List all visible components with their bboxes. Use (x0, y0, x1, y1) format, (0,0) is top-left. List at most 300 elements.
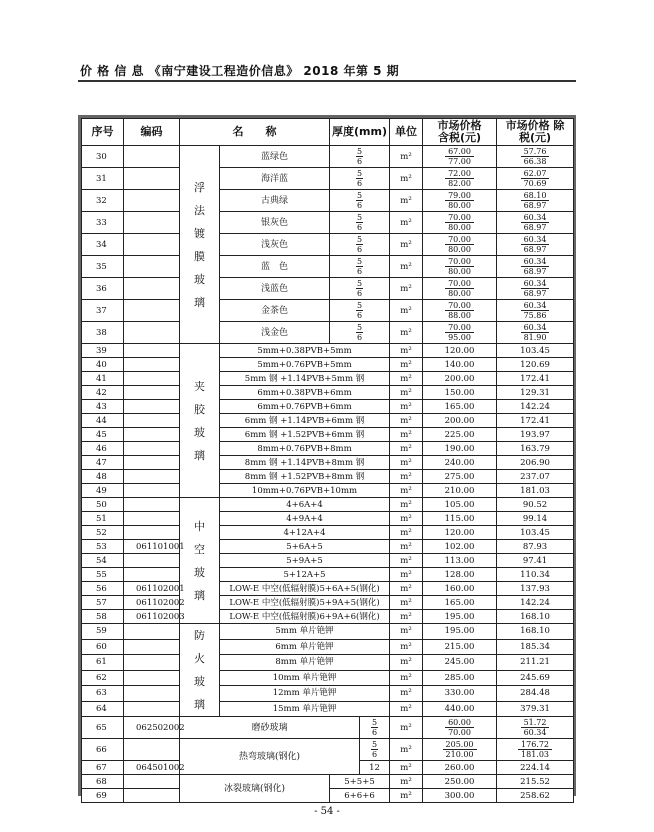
row-tax-incl: 260.00 (423, 761, 497, 775)
row-code (124, 498, 180, 512)
row-unit: m² (390, 256, 423, 278)
row-thickness (330, 190, 390, 212)
row-tax-excl (497, 256, 574, 278)
price-table (81, 118, 574, 803)
row-tax-incl: 120.00 (423, 344, 497, 358)
thickness-pair: $\frac{5}{6}$ (356, 300, 363, 320)
row-no: 42 (82, 386, 124, 400)
row-tax-incl: 210.00 (423, 484, 497, 498)
row-tax-incl: 140.00 (423, 358, 497, 372)
row-no: 45 (82, 428, 124, 442)
table-row (82, 717, 574, 739)
row-tax-incl (423, 739, 497, 761)
price-pair: $\frac{51.72}{60.34}$ (521, 718, 550, 737)
row-unit: m² (390, 775, 423, 789)
group-hollow (180, 498, 220, 624)
thickness-pair: $\frac{5}{6}$ (356, 322, 363, 342)
row-unit: m² (390, 234, 423, 256)
row-tax-incl (423, 146, 497, 168)
row-name: 5+12A+5 (220, 568, 390, 582)
table-row (82, 414, 574, 428)
row-unit: m² (390, 639, 423, 655)
row-tax-excl (497, 322, 574, 344)
row-code (124, 234, 180, 256)
row-unit: m² (390, 190, 423, 212)
row-no: 53 (82, 540, 124, 554)
row-unit: m² (390, 414, 423, 428)
row-unit: m² (390, 655, 423, 671)
row-tax-excl: 237.07 (497, 470, 574, 484)
row-no: 49 (82, 484, 124, 498)
row-tax-excl: 87.93 (497, 540, 574, 554)
thickness-pair: $\frac{5}{6}$ (356, 278, 363, 298)
table-row (82, 512, 574, 526)
row-tax-excl: 137.93 (497, 582, 574, 596)
row-unit: m² (390, 300, 423, 322)
row-unit: m² (390, 146, 423, 168)
row-tax-incl (423, 256, 497, 278)
row-tax-incl (423, 322, 497, 344)
row-tax-incl: 200.00 (423, 414, 497, 428)
row-tax-excl: 284.48 (497, 686, 574, 702)
row-unit: m² (390, 761, 423, 775)
row-code (124, 456, 180, 470)
row-name: 6mm+0.38PVB+6mm (220, 386, 390, 400)
row-tax-excl (497, 717, 574, 739)
row-tax-excl (497, 168, 574, 190)
row-code (124, 568, 180, 582)
row-unit: m² (390, 456, 423, 470)
group-ice-crack: 冰裂玻璃(钢化) (180, 775, 330, 803)
row-no: 41 (82, 372, 124, 386)
row-no: 31 (82, 168, 124, 190)
thickness-pair: $\frac{5}{6}$ (356, 212, 363, 232)
row-no: 68 (82, 775, 124, 789)
row-no: 51 (82, 512, 124, 526)
row-code (124, 414, 180, 428)
table-row (82, 190, 574, 212)
row-tax-excl (497, 190, 574, 212)
row-unit: m² (390, 717, 423, 739)
row-thickness (330, 322, 390, 344)
row-no: 37 (82, 300, 124, 322)
row-tax-excl: 181.03 (497, 484, 574, 498)
table-row (82, 322, 574, 344)
row-no: 30 (82, 146, 124, 168)
row-name: 热弯玻璃(钢化) (180, 739, 360, 775)
page-header: 价 格 信 息 《南宁建设工程造价信息》 2018 年第 5 期 (80, 64, 400, 78)
row-tax-excl: 172.41 (497, 372, 574, 386)
group-float-coated (180, 146, 220, 344)
price-pair: $\frac{68.10}{68.97}$ (521, 191, 550, 210)
row-no: 39 (82, 344, 124, 358)
row-name: 15mm 单片铯钾 (220, 701, 390, 717)
row-code (124, 300, 180, 322)
row-no: 64 (82, 701, 124, 717)
group-laminated (180, 344, 220, 498)
row-unit: m² (390, 568, 423, 582)
row-code: 064501002 (124, 761, 180, 775)
row-no: 61 (82, 655, 124, 671)
price-pair: $\frac{60.34}{81.90}$ (521, 323, 550, 342)
row-no: 54 (82, 554, 124, 568)
price-pair: $\frac{57.76}{66.38}$ (521, 147, 550, 166)
row-tax-excl (497, 212, 574, 234)
row-tax-incl (423, 234, 497, 256)
table-row (82, 470, 574, 484)
row-code (124, 400, 180, 414)
row-name: 12mm 单片铯钾 (220, 686, 390, 702)
table-row (82, 655, 574, 671)
row-name: 银灰色 (220, 212, 330, 234)
row-thickness (330, 234, 390, 256)
table-row (82, 344, 574, 358)
row-no: 48 (82, 470, 124, 484)
row-code: 061102001 (124, 582, 180, 596)
col-tax-excl: 市场价格 除税(元) (497, 119, 574, 146)
thickness-pair: $\frac{5}{6}$ (356, 146, 363, 166)
price-pair: $\frac{60.00}{70.00}$ (445, 718, 474, 737)
row-no: 50 (82, 498, 124, 512)
row-tax-incl: 225.00 (423, 428, 497, 442)
group-label: 夹 胶 玻 璃 (194, 379, 205, 462)
row-code (124, 484, 180, 498)
row-name: 浅蓝色 (220, 278, 330, 300)
row-code (124, 470, 180, 484)
row-unit: m² (390, 701, 423, 717)
row-no: 59 (82, 624, 124, 640)
row-tax-incl: 120.00 (423, 526, 497, 540)
row-tax-excl: 224.14 (497, 761, 574, 775)
row-no: 36 (82, 278, 124, 300)
row-no: 38 (82, 322, 124, 344)
price-pair: $\frac{70.00}{80.00}$ (445, 257, 474, 276)
row-no: 66 (82, 739, 124, 761)
row-tax-excl (497, 146, 574, 168)
row-tax-excl: 258.62 (497, 789, 574, 803)
row-code (124, 146, 180, 168)
row-code (124, 344, 180, 358)
row-unit: m² (390, 596, 423, 610)
row-tax-excl: 172.41 (497, 414, 574, 428)
row-tax-excl: 168.10 (497, 610, 574, 624)
row-unit: m² (390, 168, 423, 190)
table-row (82, 400, 574, 414)
header-rule (78, 80, 576, 82)
row-unit: m² (390, 322, 423, 344)
row-tax-incl: 275.00 (423, 470, 497, 484)
row-tax-incl: 200.00 (423, 372, 497, 386)
row-unit: m² (390, 624, 423, 640)
row-code: 061101001 (124, 540, 180, 554)
table-row (82, 300, 574, 322)
row-no: 40 (82, 358, 124, 372)
row-code (124, 639, 180, 655)
row-name: 5mm 单片铯钾 (220, 624, 390, 640)
row-unit: m² (390, 442, 423, 456)
table-row (82, 639, 574, 655)
group-label: 中 空 玻 璃 (194, 519, 205, 602)
row-no: 47 (82, 456, 124, 470)
price-pair: $\frac{60.34}{75.86}$ (521, 301, 550, 320)
row-name: LOW-E 中空(低辐射膜)5+9A+5(钢化) (220, 596, 390, 610)
row-no: 69 (82, 789, 124, 803)
row-no: 46 (82, 442, 124, 456)
thickness-pair: $\frac{5}{6}$ (356, 256, 363, 276)
row-unit: m² (390, 512, 423, 526)
row-unit: m² (390, 428, 423, 442)
row-tax-incl: 113.00 (423, 554, 497, 568)
table-row (82, 212, 574, 234)
price-pair: $\frac{62.07}{70.69}$ (521, 169, 550, 188)
row-no: 44 (82, 414, 124, 428)
col-unit: 单位 (390, 119, 423, 146)
table-row (82, 234, 574, 256)
row-tax-excl (497, 739, 574, 761)
col-tax-incl: 市场价格 含税(元) (423, 119, 497, 146)
row-tax-excl: 185.34 (497, 639, 574, 655)
row-tax-incl: 215.00 (423, 639, 497, 655)
row-no: 32 (82, 190, 124, 212)
row-tax-excl: 168.10 (497, 624, 574, 640)
row-no: 43 (82, 400, 124, 414)
row-name: 浅灰色 (220, 234, 330, 256)
row-code (124, 701, 180, 717)
row-unit: m² (390, 470, 423, 484)
row-name: 8mm+0.76PVB+8mm (220, 442, 390, 456)
row-tax-excl (497, 300, 574, 322)
price-pair: $\frac{70.00}{88.00}$ (445, 301, 474, 320)
table-row (82, 582, 574, 596)
table-row (82, 554, 574, 568)
row-no: 65 (82, 717, 124, 739)
table-row (82, 775, 574, 789)
row-no: 67 (82, 761, 124, 775)
row-no: 52 (82, 526, 124, 540)
price-pair: $\frac{60.34}{68.97}$ (521, 257, 550, 276)
row-tax-excl: 245.69 (497, 670, 574, 686)
table-row (82, 540, 574, 554)
row-name: 5mm+0.76PVB+5mm (220, 358, 390, 372)
row-no: 34 (82, 234, 124, 256)
price-pair: $\frac{70.00}{95.00}$ (445, 323, 474, 342)
row-no: 57 (82, 596, 124, 610)
thickness-pair: $\frac{5}{6}$ (371, 717, 378, 737)
col-code: 编码 (124, 119, 180, 146)
row-code (124, 526, 180, 540)
table-row (82, 358, 574, 372)
row-name: 5mm+0.38PVB+5mm (220, 344, 390, 358)
row-code (124, 789, 180, 803)
row-unit: m² (390, 610, 423, 624)
row-code (124, 428, 180, 442)
row-name: LOW-E 中空(低辐射膜)5+6A+5(钢化) (220, 582, 390, 596)
table-row (82, 498, 574, 512)
row-code: 061102002 (124, 596, 180, 610)
row-name: 4+6A+4 (220, 498, 390, 512)
row-unit: m² (390, 554, 423, 568)
row-thickness (330, 212, 390, 234)
row-tax-excl: 193.97 (497, 428, 574, 442)
row-code (124, 775, 180, 789)
row-name: 海洋蓝 (220, 168, 330, 190)
table-row (82, 526, 574, 540)
price-pair: $\frac{60.34}{68.97}$ (521, 213, 550, 232)
row-thickness (330, 168, 390, 190)
row-tax-excl: 211.21 (497, 655, 574, 671)
row-unit: m² (390, 484, 423, 498)
row-tax-excl: 99.14 (497, 512, 574, 526)
row-tax-incl: 102.00 (423, 540, 497, 554)
row-tax-incl (423, 717, 497, 739)
row-name: 5+6A+5 (220, 540, 390, 554)
row-tax-incl (423, 212, 497, 234)
row-spec: 6+6+6 (330, 789, 390, 803)
row-no: 62 (82, 670, 124, 686)
header-row (82, 119, 574, 146)
row-code (124, 278, 180, 300)
price-pair: $\frac{60.34}{68.97}$ (521, 279, 550, 298)
row-tax-incl (423, 300, 497, 322)
thickness-pair: $\frac{5}{6}$ (356, 168, 363, 188)
row-no: 35 (82, 256, 124, 278)
row-code (124, 624, 180, 640)
row-code (124, 670, 180, 686)
group-label: 防 火 玻 璃 (194, 629, 205, 711)
row-no: 58 (82, 610, 124, 624)
row-tax-excl: 103.45 (497, 344, 574, 358)
row-code (124, 442, 180, 456)
row-tax-incl: 105.00 (423, 498, 497, 512)
row-tax-excl: 163.79 (497, 442, 574, 456)
row-tax-excl (497, 278, 574, 300)
row-tax-incl (423, 278, 497, 300)
thickness-pair: $\frac{5}{6}$ (356, 190, 363, 210)
table-row (82, 428, 574, 442)
row-spec: 5+5+5 (330, 775, 390, 789)
row-tax-incl: 250.00 (423, 775, 497, 789)
row-tax-incl: 195.00 (423, 610, 497, 624)
row-tax-incl: 115.00 (423, 512, 497, 526)
row-code (124, 212, 180, 234)
row-code: 062502002 (124, 717, 180, 739)
row-unit: m² (390, 212, 423, 234)
thickness-pair: $\frac{5}{6}$ (356, 234, 363, 254)
table-row (82, 168, 574, 190)
group-fireproof (180, 624, 220, 717)
row-name: 5mm 钢 +1.14PVB+5mm 钢 (220, 372, 390, 386)
table-row (82, 484, 574, 498)
table-row (82, 146, 574, 168)
row-name: 浅金色 (220, 322, 330, 344)
row-unit: m² (390, 526, 423, 540)
row-tax-excl: 142.24 (497, 596, 574, 610)
row-tax-excl: 206.90 (497, 456, 574, 470)
row-unit: m² (390, 400, 423, 414)
row-tax-incl: 330.00 (423, 686, 497, 702)
row-thickness: 12 (360, 761, 390, 775)
row-name: 4+9A+4 (220, 512, 390, 526)
col-no: 序号 (82, 119, 124, 146)
row-tax-incl: 128.00 (423, 568, 497, 582)
row-no: 33 (82, 212, 124, 234)
row-code (124, 554, 180, 568)
row-no: 60 (82, 639, 124, 655)
row-name: 6mm 钢 +1.52PVB+6mm 钢 (220, 428, 390, 442)
table-row (82, 278, 574, 300)
row-name: 古典绿 (220, 190, 330, 212)
row-tax-incl: 160.00 (423, 582, 497, 596)
row-unit: m² (390, 686, 423, 702)
row-tax-excl: 97.41 (497, 554, 574, 568)
row-name: 6mm 单片铯钾 (220, 639, 390, 655)
row-code (124, 739, 180, 761)
row-tax-excl: 142.24 (497, 400, 574, 414)
price-pair: $\frac{176.72}{181.03}$ (518, 740, 552, 759)
row-no: 55 (82, 568, 124, 582)
row-thickness (330, 256, 390, 278)
table-row (82, 568, 574, 582)
price-pair: $\frac{72.00}{82.00}$ (445, 169, 474, 188)
row-tax-excl (497, 234, 574, 256)
row-tax-incl: 190.00 (423, 442, 497, 456)
row-unit: m² (390, 386, 423, 400)
row-unit: m² (390, 344, 423, 358)
table-row (82, 256, 574, 278)
row-unit: m² (390, 789, 423, 803)
table-row (82, 456, 574, 470)
table-row (82, 386, 574, 400)
row-tax-incl: 440.00 (423, 701, 497, 717)
row-unit: m² (390, 372, 423, 386)
row-thickness (330, 278, 390, 300)
table-row (82, 686, 574, 702)
table-row (82, 442, 574, 456)
row-name: 8mm 钢 +1.52PVB+8mm 钢 (220, 470, 390, 484)
row-unit: m² (390, 540, 423, 554)
row-code (124, 655, 180, 671)
row-code (124, 358, 180, 372)
row-code (124, 686, 180, 702)
row-code: 061102003 (124, 610, 180, 624)
row-name: 5+9A+5 (220, 554, 390, 568)
price-pair: $\frac{70.00}{80.00}$ (445, 279, 474, 298)
row-name: 4+12A+4 (220, 526, 390, 540)
page-number: - 54 - (314, 806, 340, 817)
col-thickness: 厚度(mm) (330, 119, 390, 146)
row-tax-incl: 165.00 (423, 400, 497, 414)
row-code (124, 512, 180, 526)
row-name: 8mm 钢 +1.14PVB+8mm 钢 (220, 456, 390, 470)
row-name: 蓝 色 (220, 256, 330, 278)
price-pair: $\frac{67.00}{77.00}$ (445, 147, 474, 166)
table-row (82, 701, 574, 717)
row-thickness (330, 146, 390, 168)
table-row (82, 372, 574, 386)
row-code (124, 168, 180, 190)
table-row (82, 610, 574, 624)
row-code (124, 372, 180, 386)
row-name: 6mm 钢 +1.14PVB+6mm 钢 (220, 414, 390, 428)
row-name: 10mm+0.76PVB+10mm (220, 484, 390, 498)
price-pair: $\frac{70.00}{80.00}$ (445, 235, 474, 254)
row-name: 8mm 单片铯钾 (220, 655, 390, 671)
row-no: 56 (82, 582, 124, 596)
table-row (82, 670, 574, 686)
row-no: 63 (82, 686, 124, 702)
thickness-pair: $\frac{5}{6}$ (371, 739, 378, 759)
row-tax-excl: 103.45 (497, 526, 574, 540)
